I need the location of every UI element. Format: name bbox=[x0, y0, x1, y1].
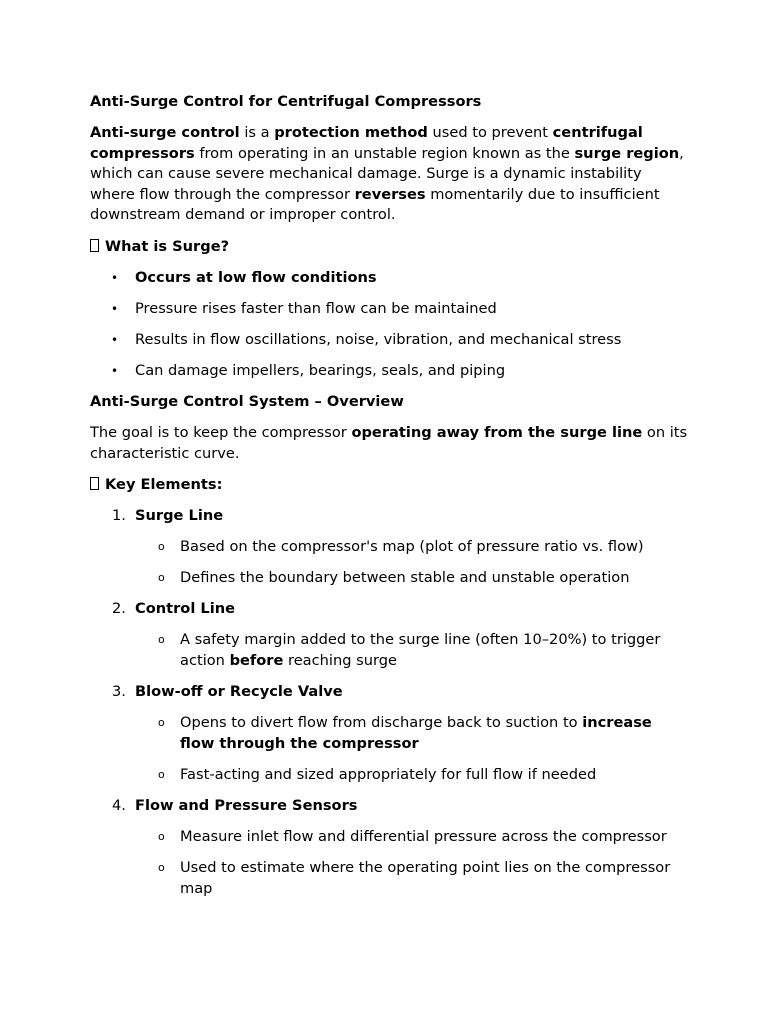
sub-item: o Defines the boundary between stable and unstable operation bbox=[90, 568, 690, 589]
sub-item: o A safety margin added to the surge line (often 10–20%) to trigger action before reaching surge bbox=[158, 631, 661, 669]
element-number: 2. bbox=[112, 600, 126, 618]
intro-paragraph: Anti-surge control is a protection method used to prevent centrifugal compressors from operating in an unstable region known as the surge region, which can cause severe mechanical damage. Surge is a dynamic instability where flow through the compressor reverses momentarily due to insufficient downstream demand or improper control. bbox=[90, 124, 684, 224]
sub-item: o Based on the compressor's map (plot of pressure ratio vs. flow) bbox=[90, 537, 690, 558]
list-item: • Can damage impellers, bearings, seals, and piping bbox=[90, 361, 690, 382]
bullet-icon: • bbox=[111, 332, 119, 347]
circle-bullet-icon: o bbox=[158, 829, 165, 843]
circle-bullet-icon: o bbox=[158, 571, 165, 585]
sub-list bbox=[90, 630, 690, 671]
sub-item: o Measure inlet flow and differential pressure across the compressor bbox=[90, 827, 690, 848]
bullet-icon: • bbox=[111, 363, 119, 378]
list-item: • Results in flow oscillations, noise, vibration, and mechanical stress bbox=[90, 330, 690, 351]
sub-list bbox=[90, 827, 690, 899]
bullet-icon: • bbox=[111, 301, 119, 316]
element-item bbox=[90, 599, 690, 671]
circle-bullet-icon: o bbox=[158, 716, 165, 730]
circle-bullet-icon: o bbox=[158, 861, 165, 875]
element-title: Control Line bbox=[135, 600, 235, 618]
overview-heading: Anti-Surge Control System – Overview bbox=[90, 393, 404, 411]
element-title: Surge Line bbox=[135, 506, 224, 524]
surge-bullet-list bbox=[90, 268, 690, 382]
circle-bullet-icon: o bbox=[158, 633, 165, 647]
element-title: Blow-off or Recycle Valve bbox=[135, 682, 343, 700]
missing-glyph-icon bbox=[90, 477, 99, 490]
element-number: 3. bbox=[112, 682, 126, 700]
document-body bbox=[90, 92, 690, 910]
element-item bbox=[90, 796, 690, 899]
sub-item: o Fast-acting and sized appropriately for full flow if needed bbox=[90, 765, 690, 786]
circle-bullet-icon: o bbox=[158, 540, 165, 553]
element-item bbox=[90, 682, 690, 785]
bullet-icon: • bbox=[111, 270, 119, 285]
element-item bbox=[90, 506, 690, 589]
surge-heading: What is Surge? bbox=[90, 237, 690, 258]
sub-item: o Used to estimate where the operating point lies on the compressor map bbox=[158, 859, 671, 897]
key-elements-list bbox=[90, 506, 690, 899]
key-elements-heading: Key Elements: bbox=[90, 475, 690, 496]
element-title: Flow and Pressure Sensors bbox=[135, 796, 358, 814]
circle-bullet-icon: o bbox=[158, 767, 165, 781]
element-number: 1. bbox=[112, 506, 126, 524]
element-number: 4. bbox=[112, 796, 126, 814]
sub-list bbox=[90, 713, 690, 785]
document-title: Anti-Surge Control for Centrifugal Compressors bbox=[90, 93, 482, 110]
sub-list bbox=[90, 537, 690, 589]
missing-glyph-icon bbox=[90, 239, 99, 252]
list-item: • Occurs at low flow conditions bbox=[90, 268, 690, 289]
list-item: • Pressure rises faster than flow can be maintained bbox=[90, 299, 690, 320]
sub-item: o Opens to divert flow from discharge back to suction to increase flow through the compressor bbox=[158, 714, 652, 752]
goal-paragraph: The goal is to keep the compressor operating away from the surge line on its characteristic curve. bbox=[90, 424, 688, 462]
